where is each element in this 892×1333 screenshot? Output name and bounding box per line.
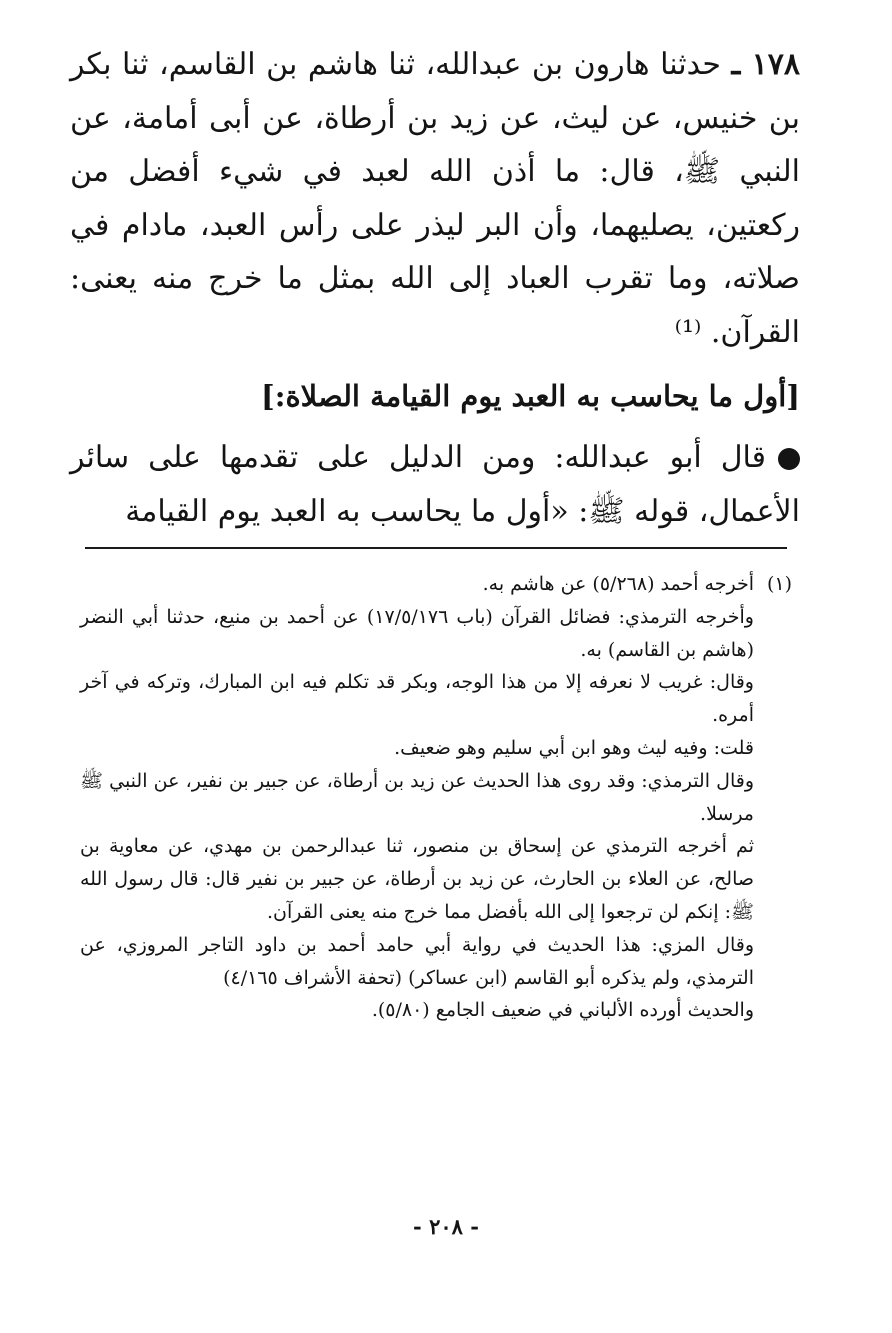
commentary-block	[70, 431, 800, 538]
footnote-line: أخرجه أحمد (٥/٢٦٨) عن هاشم به.	[482, 573, 754, 595]
footnote-line: وأخرجه الترمذي: فضائل القرآن (باب ١٧/٥/١٧٦) عن أحمد بن منيع، حدثنا أبي النضر (هاشم بن القاسم) به.	[80, 605, 754, 661]
commentary-paragraph	[70, 431, 800, 538]
footnote-marker: (١)	[766, 573, 792, 595]
section-heading: [أول ما يحاسب به العبد يوم القيامة الصلاة:]	[261, 379, 800, 413]
footnote-line: والحديث أورده الألباني في ضعيف الجامع (٥/٨٠).	[371, 999, 754, 1022]
page-number: - ٢٠٨ -	[413, 1214, 479, 1239]
hadith-paragraph	[70, 38, 800, 359]
commentary-text: قال أبو عبدالله: ومن الدليل على تقدمها على سائر الأعمال، قوله ﷺ: «أول ما يحاسب به العبد يوم القيامة	[70, 440, 800, 529]
bullet-icon	[778, 448, 800, 470]
footnote-line: وقال المزي: هذا الحديث في رواية أبي حامد أحمد بن داود التاجر المروزي، عن الترمذي، ولم يذكره أبو القاسم (ابن عساكر) (تحفة الأشراف ٤/١٦٥)	[80, 933, 754, 989]
footnote-separator	[85, 547, 787, 549]
footnote-body	[80, 568, 754, 1027]
hadith-block	[70, 38, 800, 359]
footnote-line: وقال الترمذي: وقد روى هذا الحديث عن زيد بن أرطاة، عن جبير بن نفير، عن النبي ﷺ مرسلا.	[80, 769, 754, 825]
footnotes	[80, 568, 792, 1027]
main-content	[70, 38, 800, 538]
footnote-1	[80, 568, 792, 1027]
hadith-text: حدثنا هارون بن عبدالله، ثنا هاشم بن القاسم، ثنا بكر بن خنيس، عن ليث، عن زيد بن أرطاة، عن أبى أمامة، عن النبي ﷺ، قال: ما أذن الله لعبد في شيء أفضل من ركعتين، يصليهما، وأن البر ليذر على رأس العبد، مادام في صلاته، وما تقرب العباد إلى الله بمثل ما خرج منه يعنى: القرآن. ⁽¹⁾	[70, 47, 800, 350]
footnote-line: قلت: وفيه ليث وهو ابن أبي سليم وهو ضعيف.	[394, 736, 754, 759]
footnote-line: ثم أخرجه الترمذي عن إسحاق بن منصور، ثنا عبدالرحمن بن مهدي، عن معاوية بن صالح، عن العلاء بن الحارث، عن زيد بن أرطاة، عن جبير بن نفير قال: قال رسول الله ﷺ: إنكم لن ترجعوا إلى الله بأفضل مما خرج منه يعنى القرآن.	[80, 835, 754, 923]
hadith-number: ١٧٨ ـ	[731, 47, 800, 82]
footnote-line: وقال: غريب لا نعرفه إلا من هذا الوجه، وبكر قد تكلم فيه ابن المبارك، وتركه في آخر أمره.	[80, 671, 754, 727]
